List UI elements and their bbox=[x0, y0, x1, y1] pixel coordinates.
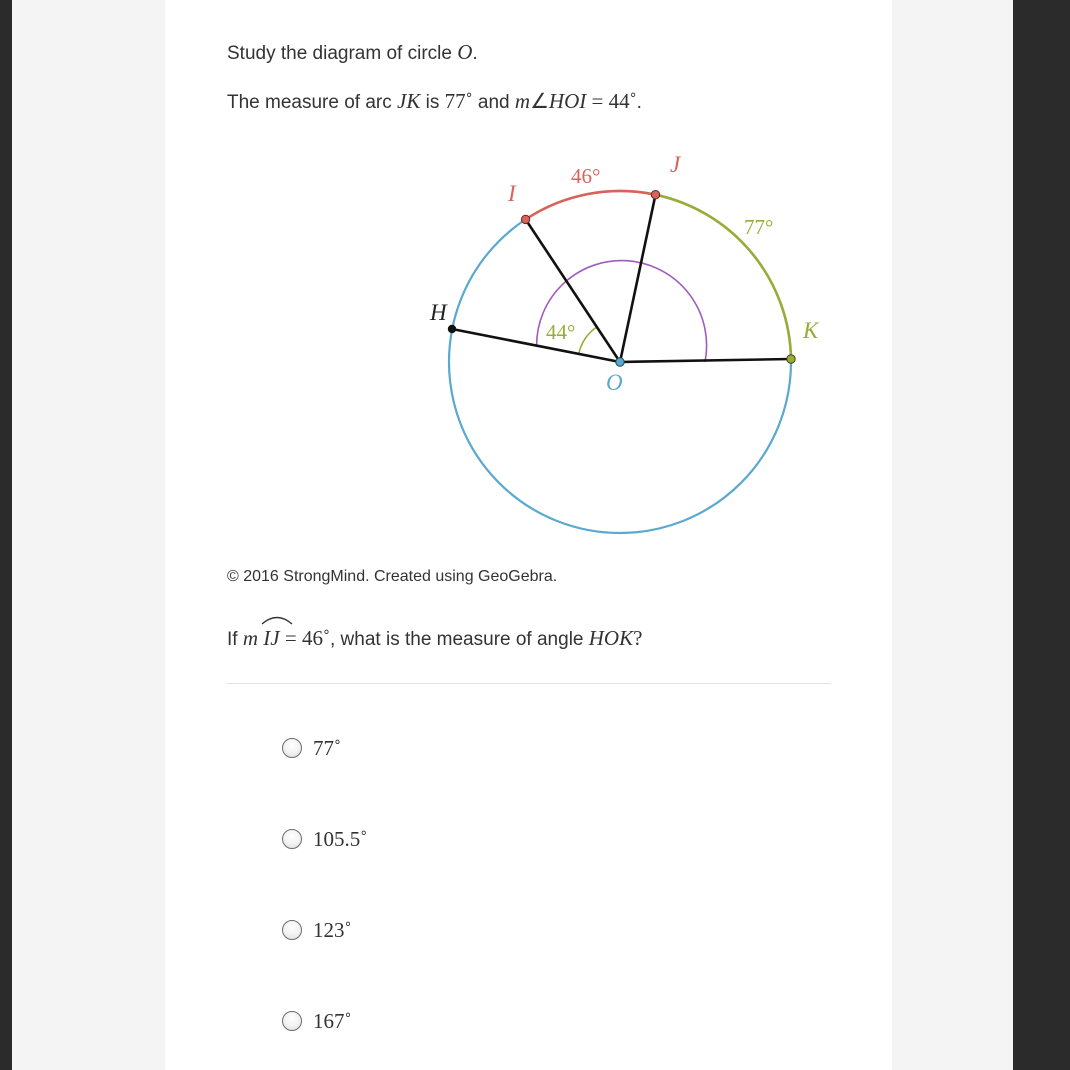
radio-button-c[interactable] bbox=[282, 920, 302, 940]
divider bbox=[227, 683, 831, 684]
point-h bbox=[448, 325, 456, 333]
point-i bbox=[521, 215, 529, 223]
label-j: J bbox=[670, 152, 681, 177]
arc-ij bbox=[526, 191, 656, 219]
option-label-b: 105.5˚ bbox=[313, 826, 368, 851]
point-k bbox=[787, 355, 795, 363]
option-label-d: 167˚ bbox=[313, 1008, 352, 1033]
option-label-a: 77˚ bbox=[313, 735, 341, 760]
label-o: O bbox=[606, 370, 623, 395]
given-measures-line: The measure of arc JK is 77˚ and m∠HOI = 44˚. bbox=[227, 89, 642, 113]
radius-oj bbox=[620, 195, 656, 362]
label-arc-ij: 46° bbox=[571, 164, 601, 188]
label-h: H bbox=[430, 300, 447, 325]
label-i: I bbox=[508, 181, 516, 206]
arc-notation-mark bbox=[260, 614, 294, 626]
screen-edge-left bbox=[0, 0, 12, 1070]
label-angle-hoi: 44° bbox=[546, 320, 576, 344]
radio-button-a[interactable] bbox=[282, 738, 302, 758]
label-arc-jk: 77° bbox=[744, 215, 774, 239]
answer-option-a[interactable] bbox=[282, 736, 341, 760]
option-label-c: 123˚ bbox=[313, 917, 352, 942]
instruction-line: Study the diagram of circle O. bbox=[227, 40, 478, 64]
credit-line: © 2016 StrongMind. Created using GeoGebra. bbox=[227, 568, 558, 585]
radio-button-d[interactable] bbox=[282, 1011, 302, 1031]
screen-edge-right bbox=[1013, 0, 1070, 1070]
point-o bbox=[616, 358, 624, 366]
answer-option-c[interactable] bbox=[282, 918, 352, 942]
question-card bbox=[165, 0, 892, 1070]
point-j bbox=[651, 191, 659, 199]
arc-ij-notation: IJ bbox=[263, 626, 279, 651]
answer-option-b[interactable] bbox=[282, 827, 367, 851]
radius-ok bbox=[620, 359, 791, 362]
radio-button-b[interactable] bbox=[282, 829, 302, 849]
radius-oh bbox=[452, 329, 620, 362]
label-k: K bbox=[803, 318, 819, 343]
answer-option-d[interactable] bbox=[282, 1009, 352, 1033]
question-line: If m IJ = 46˚, what is the measure of angle HOK? bbox=[227, 626, 642, 651]
angle-hoi-arc bbox=[579, 327, 597, 354]
circle-diagram bbox=[263, 148, 819, 548]
